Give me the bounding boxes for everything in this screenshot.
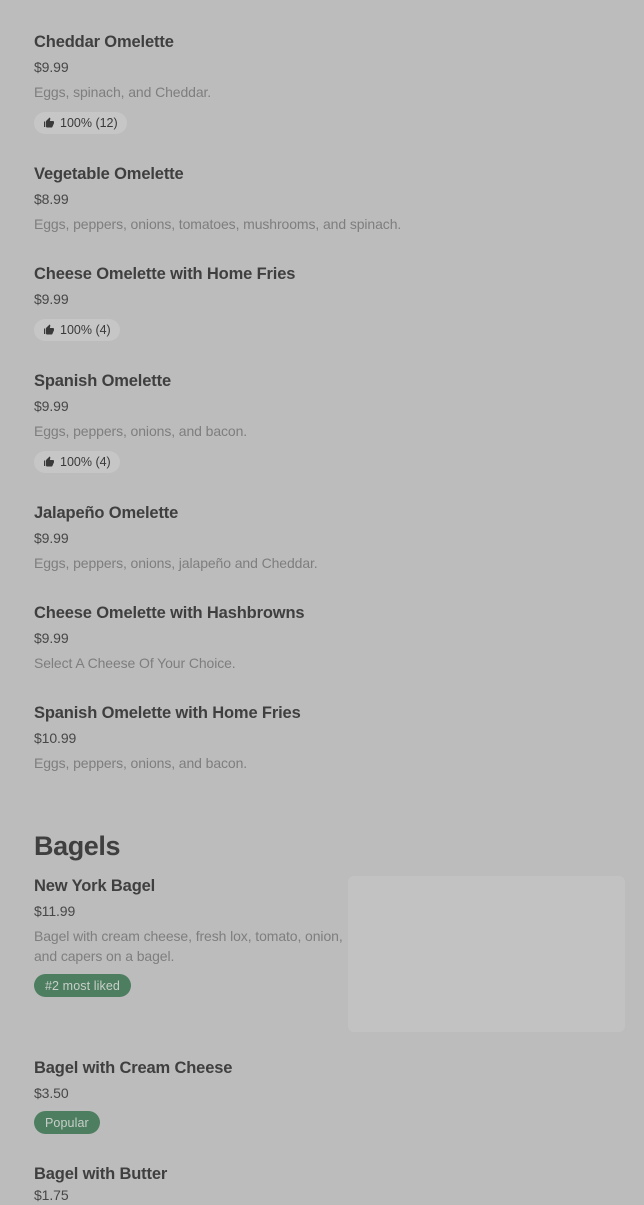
menu-item[interactable] xyxy=(34,876,624,1032)
menu-item[interactable] xyxy=(34,1164,624,1205)
item-description: Eggs, peppers, onions, and bacon. xyxy=(34,423,248,439)
item-price: $9.99 xyxy=(34,630,69,646)
item-description: Eggs, peppers, onions, tomatoes, mushrooms, and spinach. xyxy=(34,216,402,232)
item-title: Bagel with Cream Cheese xyxy=(34,1059,233,1077)
popular-badge: Popular xyxy=(34,1111,100,1134)
item-title: Spanish Omelette xyxy=(34,372,171,390)
menu-item[interactable] xyxy=(34,371,624,473)
menu-item[interactable] xyxy=(34,503,624,573)
item-description: Select A Cheese Of Your Choice. xyxy=(34,655,236,671)
menu-item[interactable] xyxy=(34,32,624,134)
item-title: Vegetable Omelette xyxy=(34,165,184,183)
menu-item[interactable] xyxy=(34,1058,624,1134)
item-price: $9.99 xyxy=(34,398,69,414)
rating-badge xyxy=(34,319,120,341)
item-title: Cheese Omelette with Home Fries xyxy=(34,265,296,283)
item-image-placeholder xyxy=(348,876,625,1032)
thumbs-up-icon xyxy=(43,117,55,129)
item-description: Eggs, peppers, onions, jalapeño and Cheddar. xyxy=(34,555,318,571)
rating-badge xyxy=(34,112,127,134)
thumbs-up-icon xyxy=(43,456,55,468)
item-price: $3.50 xyxy=(34,1085,69,1101)
item-text xyxy=(34,876,348,997)
item-price: $10.99 xyxy=(34,730,77,746)
item-price: $9.99 xyxy=(34,59,69,75)
section-header-bagels: Bagels xyxy=(34,831,121,861)
menu-item[interactable] xyxy=(34,164,624,234)
most-liked-badge: #2 most liked xyxy=(34,974,131,997)
menu-item[interactable] xyxy=(34,703,624,773)
item-price: $11.99 xyxy=(34,903,76,919)
item-price: $9.99 xyxy=(34,530,69,546)
item-title: Bagel with Butter xyxy=(34,1165,168,1183)
rating-value: 100% (4) xyxy=(60,455,111,469)
item-price: $1.75 xyxy=(34,1187,69,1203)
rating-badge xyxy=(34,451,120,473)
item-title: Cheddar Omelette xyxy=(34,33,174,51)
item-price: $8.99 xyxy=(34,191,69,207)
item-title: Jalapeño Omelette xyxy=(34,504,179,522)
item-description: Eggs, spinach, and Cheddar. xyxy=(34,84,212,100)
menu-item[interactable] xyxy=(34,264,624,341)
item-title: New York Bagel xyxy=(34,877,156,895)
item-price: $9.99 xyxy=(34,291,69,307)
menu-item[interactable] xyxy=(34,603,624,673)
item-title: Cheese Omelette with Hashbrowns xyxy=(34,604,305,622)
rating-value: 100% (4) xyxy=(60,323,111,337)
thumbs-up-icon xyxy=(43,324,55,336)
item-description: Bagel with cream cheese, fresh lox, tomato, onion, and capers on a bagel. xyxy=(34,928,343,964)
item-title: Spanish Omelette with Home Fries xyxy=(34,704,301,722)
item-description: Eggs, peppers, onions, and bacon. xyxy=(34,755,248,771)
rating-value: 100% (12) xyxy=(60,116,118,130)
